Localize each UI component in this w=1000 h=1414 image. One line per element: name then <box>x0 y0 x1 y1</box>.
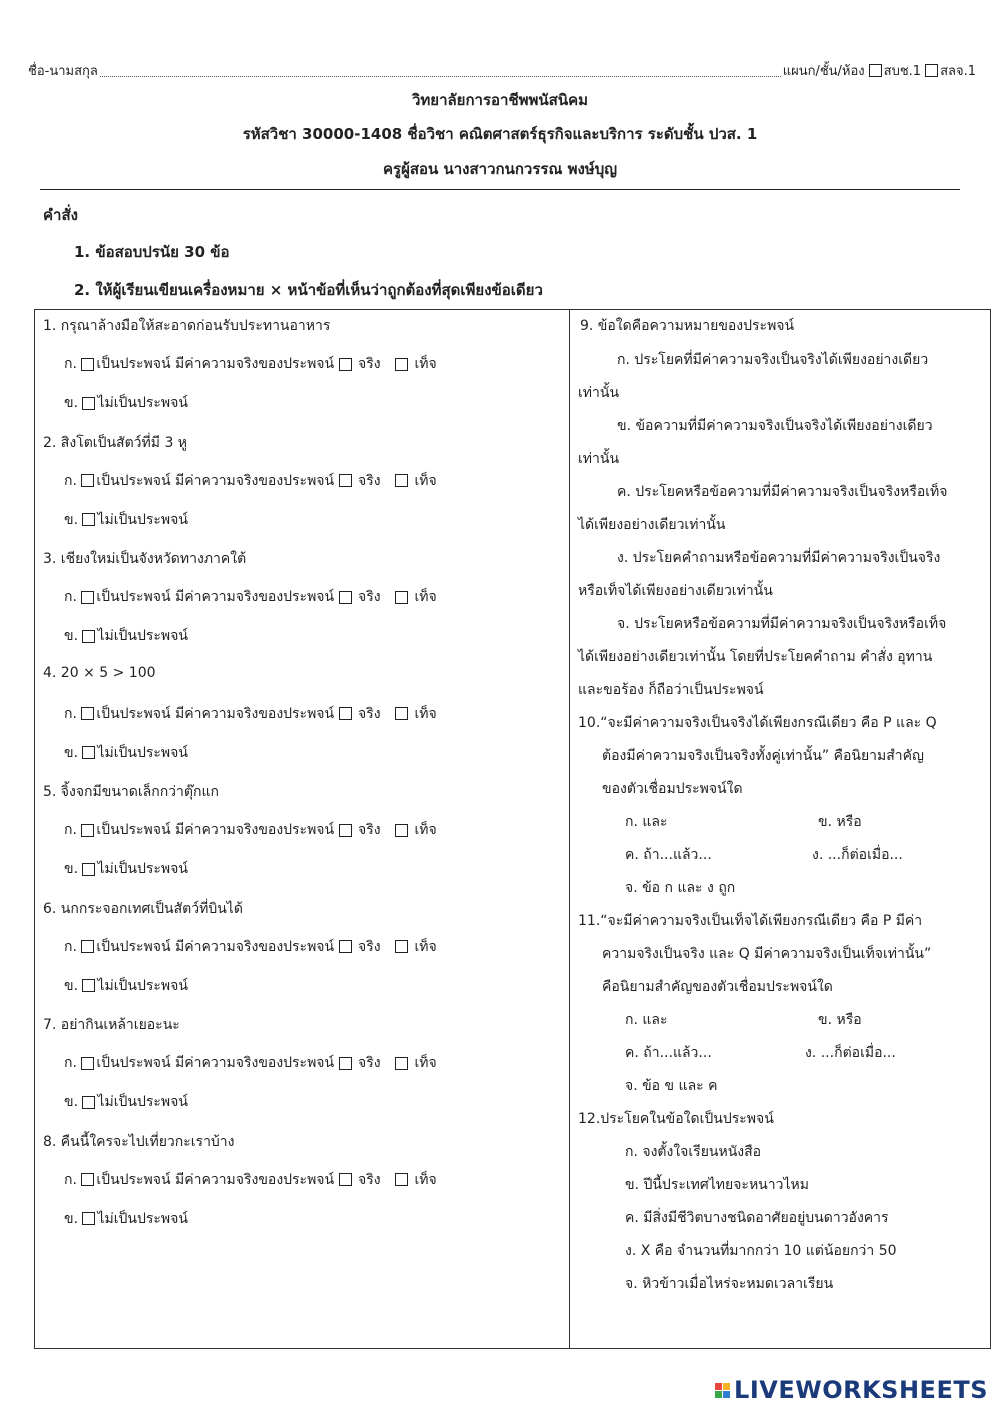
false-label: เท็จ <box>414 472 437 489</box>
is-proposition-checkbox[interactable] <box>81 358 94 371</box>
not-proposition-label: ไม่เป็นประพจน์ <box>97 628 188 644</box>
option-a-prefix: ก. <box>64 1055 77 1071</box>
q12-option-d[interactable]: ง. X คือ จำนวนที่มากกว่า 10 แต่น้อยกว่า 50 <box>625 1243 897 1259</box>
q10-option-d[interactable]: ง. ...ก็ต่อเมื่อ... <box>812 847 903 863</box>
not-proposition-label: ไม่เป็นประพจน์ <box>97 861 188 877</box>
false-checkbox[interactable] <box>395 707 408 720</box>
false-label: เท็จ <box>414 705 437 722</box>
q11-stem-3: คือนิยามสำคัญของตัวเชื่อมประพจน์ใด <box>602 979 833 995</box>
true-checkbox[interactable] <box>339 940 352 953</box>
is-proposition-checkbox[interactable] <box>81 591 94 604</box>
q11-option-c[interactable]: ค. ถ้า...แล้ว... <box>625 1045 712 1061</box>
q9-option-c[interactable]: ค. ประโยคหรือข้อความที่มีค่าความจริงเป็นจริงหรือเท็จ <box>617 484 948 500</box>
option-b-prefix: ข. <box>64 395 79 411</box>
q11-stem-1: 11.“จะมีค่าความจริงเป็นเท็จได้เพียงกรณีเดียว คือ P มีค่า <box>578 913 923 929</box>
option-a-prefix: ก. <box>64 472 77 489</box>
instruction-2: 2. ให้ผู้เรียนเขียนเครื่องหมาย × หน้าข้อที่เห็นว่าถูกต้องที่สุดเพียงข้อเดียว <box>74 281 543 299</box>
false-label: เท็จ <box>414 1171 437 1188</box>
option-b-prefix: ข. <box>64 977 79 994</box>
q10-stem-2: ต้องมีค่าความจริงเป็นจริงทั้งคู่เท่านั้น” คือนิยามสำคัญ <box>602 748 924 764</box>
true-label: จริง <box>358 356 381 372</box>
question-6-option-a <box>64 936 437 958</box>
q9-option-b[interactable]: ข. ข้อความที่มีค่าความจริงเป็นจริงได้เพียงอย่างเดียว <box>617 418 933 434</box>
instruction-1: 1. ข้อสอบปรนัย 30 ข้อ <box>74 243 230 261</box>
false-checkbox[interactable] <box>395 591 408 604</box>
not-proposition-label: ไม่เป็นประพจน์ <box>97 977 188 994</box>
is-proposition-label: เป็นประพจน์ มีค่าความจริงของประพจน์ <box>96 822 335 838</box>
not-proposition-checkbox[interactable] <box>82 746 95 759</box>
q9-option-a-cont: เท่านั้น <box>578 385 620 401</box>
true-checkbox[interactable] <box>339 591 352 604</box>
false-checkbox[interactable] <box>395 474 408 487</box>
not-proposition-checkbox[interactable] <box>82 513 95 526</box>
question-4-option-b <box>64 742 188 764</box>
true-label: จริง <box>358 589 381 605</box>
is-proposition-label: เป็นประพจน์ มีค่าความจริงของประพจน์ <box>96 472 335 489</box>
option-b-prefix: ข. <box>64 511 79 528</box>
is-proposition-checkbox[interactable] <box>81 1173 94 1186</box>
q11-option-d[interactable]: ง. ...ก็ต่อเมื่อ... <box>805 1045 896 1061</box>
question-6-stem: 6. นกกระจอกเทศเป็นสัตว์ที่บินได้ <box>43 900 243 917</box>
q10-option-e[interactable]: จ. ข้อ ก และ ง ถูก <box>625 880 736 896</box>
not-proposition-checkbox[interactable] <box>82 979 95 992</box>
false-label: เท็จ <box>414 589 437 605</box>
not-proposition-checkbox[interactable] <box>82 1096 95 1109</box>
true-checkbox[interactable] <box>339 1057 352 1070</box>
q10-option-c[interactable]: ค. ถ้า...แล้ว... <box>625 847 712 863</box>
true-checkbox[interactable] <box>339 824 352 837</box>
option-b-prefix: ข. <box>64 744 79 761</box>
is-proposition-label: เป็นประพจน์ มีค่าความจริงของประพจน์ <box>96 1055 335 1071</box>
is-proposition-checkbox[interactable] <box>81 474 94 487</box>
q12-stem: 12.ประโยคในข้อใดเป็นประพจน์ <box>578 1111 774 1127</box>
option-b-prefix: ข. <box>64 1210 79 1227</box>
q9-option-d-cont: หรือเท็จได้เพียงอย่างเดียวเท่านั้น <box>578 583 773 599</box>
class1-label: สบช.1 <box>883 64 922 79</box>
q12-option-e[interactable]: จ. หิวข้าวเมื่อไหร่จะหมดเวลาเรียน <box>625 1276 834 1292</box>
q9-stem: 9. ข้อใดคือความหมายของประพจน์ <box>580 318 795 334</box>
not-proposition-label: ไม่เป็นประพจน์ <box>97 511 188 528</box>
q9-option-e-cont2: และขอร้อง ก็ถือว่าเป็นประพจน์ <box>578 682 764 698</box>
q10-option-a[interactable]: ก. และ <box>625 814 668 830</box>
false-checkbox[interactable] <box>395 1057 408 1070</box>
column-divider <box>569 309 570 1349</box>
not-proposition-label: ไม่เป็นประพจน์ <box>97 395 188 411</box>
false-label: เท็จ <box>414 1055 437 1071</box>
question-5-option-a <box>64 819 437 841</box>
question-8-stem: 8. คืนนี้ใครจะไปเที่ยวกะเราบ้าง <box>43 1133 235 1150</box>
true-label: จริง <box>358 822 381 838</box>
question-6-option-b <box>64 975 188 997</box>
option-a-prefix: ก. <box>64 589 77 605</box>
not-proposition-checkbox[interactable] <box>82 397 95 410</box>
class2-checkbox[interactable] <box>925 64 938 77</box>
q10-option-b[interactable]: ข. หรือ <box>818 814 862 830</box>
q11-option-e[interactable]: จ. ข้อ ข และ ค <box>625 1078 718 1094</box>
q11-stem-2: ความจริงเป็นจริง และ Q มีค่าความจริงเป็นเท็จเท่านั้น” <box>602 946 932 962</box>
question-7-option-a <box>64 1052 437 1074</box>
is-proposition-checkbox[interactable] <box>81 940 94 953</box>
question-1-option-a <box>64 353 437 375</box>
q9-option-d[interactable]: ง. ประโยคคำถามหรือข้อความที่มีค่าความจริงเป็นจริง <box>617 550 941 566</box>
q11-option-a[interactable]: ก. และ <box>625 1012 668 1028</box>
is-proposition-label: เป็นประพจน์ มีค่าความจริงของประพจน์ <box>96 705 335 722</box>
college-title: วิทยาลัยการอาชีพพนัสนิคม <box>411 91 589 109</box>
is-proposition-checkbox[interactable] <box>81 707 94 720</box>
true-checkbox[interactable] <box>339 474 352 487</box>
question-4-option-a <box>64 703 437 725</box>
q11-option-b[interactable]: ข. หรือ <box>818 1012 862 1028</box>
question-2-stem: 2. สิงโตเป็นสัตว์ที่มี 3 หู <box>43 434 188 451</box>
logo-text: LIVEWORKSHEETS <box>734 1376 988 1404</box>
option-a-prefix: ก. <box>64 356 77 372</box>
liveworksheets-logo-icon <box>715 1383 730 1398</box>
false-label: เท็จ <box>414 822 437 838</box>
false-label: เท็จ <box>414 356 437 372</box>
q9-option-b-cont: เท่านั้น <box>578 451 620 467</box>
not-proposition-label: ไม่เป็นประพจน์ <box>97 1094 188 1110</box>
true-label: จริง <box>358 1171 381 1188</box>
true-label: จริง <box>358 705 381 722</box>
q10-stem-1: 10.“จะมีค่าความจริงเป็นจริงได้เพียงกรณีเดียว คือ P และ Q <box>578 715 937 731</box>
question-3-stem: 3. เชียงใหม่เป็นจังหวัดทางภาคใต้ <box>43 551 247 567</box>
false-checkbox[interactable] <box>395 940 408 953</box>
q9-option-e[interactable]: จ. ประโยคหรือข้อความที่มีค่าความจริงเป็นจริงหรือเท็จ <box>617 616 947 632</box>
is-proposition-label: เป็นประพจน์ มีค่าความจริงของประพจน์ <box>96 356 335 372</box>
not-proposition-checkbox[interactable] <box>82 630 95 643</box>
false-checkbox[interactable] <box>395 824 408 837</box>
q10-stem-3: ของตัวเชื่อมประพจน์ใด <box>602 781 743 797</box>
q12-option-a[interactable]: ก. จงตั้งใจเรียนหนังสือ <box>625 1144 762 1160</box>
true-checkbox[interactable] <box>339 707 352 720</box>
q12-option-c[interactable]: ค. มีสิ่งมีชีวิตบางชนิดอาศัยอยู่บนดาวอังคาร <box>625 1210 889 1226</box>
question-4-stem: 4. 20 × 5 > 100 <box>43 664 156 681</box>
question-3-option-b <box>64 625 188 647</box>
is-proposition-label: เป็นประพจน์ มีค่าความจริงของประพจน์ <box>96 1171 335 1188</box>
question-8-option-b <box>64 1208 188 1230</box>
q9-option-a[interactable]: ก. ประโยคที่มีค่าความจริงเป็นจริงได้เพียงอย่างเดียว <box>617 352 929 368</box>
q9-option-e-cont1: ได้เพียงอย่างเดียวเท่านั้น โดยที่ประโยคคำถาม คำสั่ง อุทาน <box>578 649 933 665</box>
class1-checkbox[interactable] <box>869 64 882 77</box>
student-info-line <box>28 60 976 81</box>
option-a-prefix: ก. <box>64 1171 77 1188</box>
question-7-option-b <box>64 1091 188 1113</box>
course-title: รหัสวิชา 30000-1408 ชื่อวิชา คณิตศาสตร์ธุรกิจและบริการ ระดับชั้น ปวส. 1 <box>242 125 758 143</box>
false-label: เท็จ <box>414 938 437 955</box>
question-5-stem: 5. จิ้งจกมีขนาดเล็กกว่าตุ๊กแก <box>43 784 219 800</box>
option-b-prefix: ข. <box>64 1094 79 1110</box>
is-proposition-label: เป็นประพจน์ มีค่าความจริงของประพจน์ <box>96 938 335 955</box>
is-proposition-checkbox[interactable] <box>81 1057 94 1070</box>
question-2-option-a <box>64 470 437 492</box>
option-a-prefix: ก. <box>64 938 77 955</box>
not-proposition-checkbox[interactable] <box>82 1212 95 1225</box>
dept-label: แผนก/ชั้น/ห้อง <box>782 64 865 79</box>
option-a-prefix: ก. <box>64 822 77 838</box>
question-7-stem: 7. อย่ากินเหล้าเยอะนะ <box>43 1017 180 1033</box>
true-checkbox[interactable] <box>339 1173 352 1186</box>
teacher-title: ครูผู้สอน นางสาวกนกวรรณ พงษ์บุญ <box>382 160 618 178</box>
header-divider <box>40 189 960 190</box>
question-8-option-a <box>64 1169 437 1191</box>
true-checkbox[interactable] <box>339 358 352 371</box>
is-proposition-label: เป็นประพจน์ มีค่าความจริงของประพจน์ <box>96 589 335 605</box>
true-label: จริง <box>358 938 381 955</box>
question-2-option-b <box>64 509 188 531</box>
class2-label: สลจ.1 <box>940 64 976 79</box>
option-b-prefix: ข. <box>64 861 79 877</box>
question-1-stem: 1. กรุณาล้างมือให้สะอาดก่อนรับประทานอาหาร <box>43 318 331 334</box>
question-1-option-b <box>64 392 188 414</box>
q9-option-c-cont: ได้เพียงอย่างเดียวเท่านั้น <box>578 517 726 533</box>
not-proposition-label: ไม่เป็นประพจน์ <box>97 1210 188 1227</box>
liveworksheets-logo <box>715 1376 988 1404</box>
true-label: จริง <box>358 1055 381 1071</box>
false-checkbox[interactable] <box>395 358 408 371</box>
option-a-prefix: ก. <box>64 705 77 722</box>
question-3-option-a <box>64 586 437 608</box>
name-label: ชื่อ-นามสกุล <box>28 64 98 79</box>
true-label: จริง <box>358 472 381 489</box>
not-proposition-label: ไม่เป็นประพจน์ <box>97 744 188 761</box>
name-blank[interactable] <box>100 75 781 77</box>
option-b-prefix: ข. <box>64 628 79 644</box>
q12-option-b[interactable]: ข. ปีนี้ประเทศไทยจะหนาวไหม <box>625 1177 809 1193</box>
is-proposition-checkbox[interactable] <box>81 824 94 837</box>
question-5-option-b <box>64 858 188 880</box>
false-checkbox[interactable] <box>395 1173 408 1186</box>
instructions-heading: คำสั่ง <box>43 206 78 224</box>
not-proposition-checkbox[interactable] <box>82 863 95 876</box>
